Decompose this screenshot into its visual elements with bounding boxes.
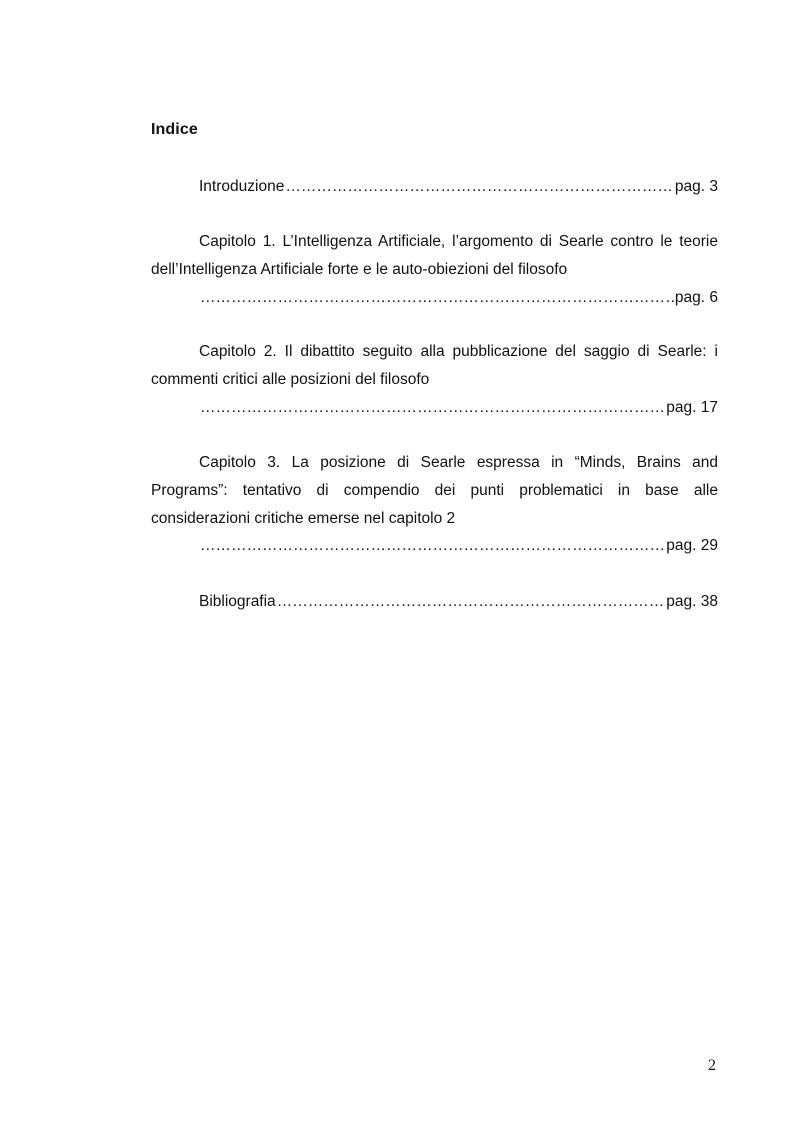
toc-entry-chapter-2-leader: [199, 398, 718, 418]
page-number: 2: [708, 1057, 716, 1074]
toc-page-ref: pag. 38: [666, 593, 718, 610]
toc-page-ref: pag. 17: [666, 399, 718, 416]
toc-entry-chapter-3-line-2: Programs”: tentativo di compendio dei punti problematici in base alle: [151, 482, 718, 499]
toc-entry-label: Bibliografia: [199, 593, 276, 610]
toc-entry-chapter-2-line-1: Capitolo 2. Il dibattito seguito alla pubblicazione del saggio di Searle: i: [199, 343, 718, 360]
toc-page-ref: pag. 6: [674, 289, 718, 306]
toc-entry-chapter-1-leader: [199, 288, 718, 308]
toc-page-ref: pag. 3: [674, 178, 718, 195]
toc-entry-label: Introduzione: [199, 178, 285, 195]
toc-entry-chapter-2-line-2: commenti critici alle posizioni del filosofo: [151, 371, 430, 388]
dot-leader: [200, 288, 674, 308]
dot-leader: [200, 536, 665, 556]
index-title: Indice: [151, 121, 198, 138]
toc-entry-chapter-3-line-3: considerazioni critiche emerse nel capitolo 2: [151, 510, 456, 527]
toc-page-ref: pag. 29: [666, 537, 718, 554]
toc-entry-chapter-3-line-1: Capitolo 3. La posizione di Searle espressa in “Minds, Brains and: [199, 454, 718, 471]
toc-entry-chapter-1-line-1: Capitolo 1. L’Intelligenza Artificiale, l’argomento di Searle contro le teorie: [199, 233, 718, 250]
toc-entry-chapter-3-leader: [199, 536, 718, 556]
toc-entry-introduzione: [199, 177, 718, 197]
dot-leader: [285, 177, 674, 197]
toc-entry-chapter-1-line-2: dell’Intelligenza Artificiale forte e le auto-obiezioni del filosofo: [151, 261, 568, 278]
dot-leader: [200, 398, 665, 418]
dot-leader: [277, 592, 666, 612]
toc-entry-bibliografia: [199, 592, 718, 612]
